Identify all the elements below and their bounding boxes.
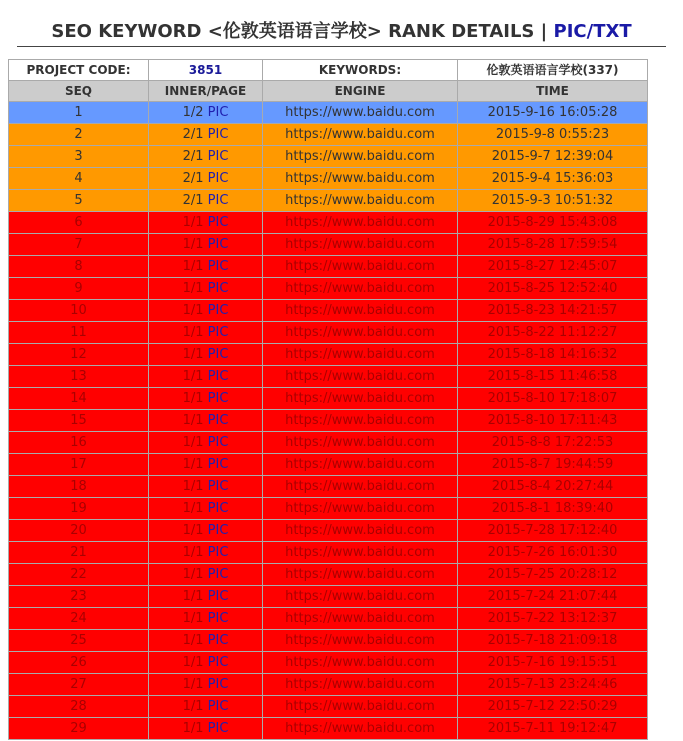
seq-cell: 22 (9, 564, 149, 586)
seq-cell: 6 (9, 212, 149, 234)
engine-cell: https://www.baidu.com (263, 300, 458, 322)
inner-page-cell (149, 630, 263, 652)
seq-cell: 20 (9, 520, 149, 542)
rank-details-table (8, 59, 648, 740)
time-cell: 2015-7-18 21:09:18 (458, 630, 648, 652)
pic-link[interactable]: PIC (207, 391, 229, 406)
inner-page-value: 1/1 (182, 457, 204, 472)
project-code-value: 3851 (149, 60, 263, 81)
table-row (9, 674, 648, 696)
engine-cell: https://www.baidu.com (263, 366, 458, 388)
pic-link[interactable]: PIC (207, 523, 229, 538)
seq-cell: 28 (9, 696, 149, 718)
inner-page-cell (149, 432, 263, 454)
time-cell: 2015-8-10 17:11:43 (458, 410, 648, 432)
seq-cell: 23 (9, 586, 149, 608)
time-cell: 2015-9-4 15:36:03 (458, 168, 648, 190)
time-cell: 2015-8-4 20:27:44 (458, 476, 648, 498)
column-header-seq: SEQ (9, 81, 149, 102)
inner-page-cell (149, 542, 263, 564)
pic-link[interactable]: PIC (207, 435, 229, 450)
seq-cell: 24 (9, 608, 149, 630)
pic-view-link[interactable]: PIC (553, 21, 587, 42)
time-cell: 2015-8-27 12:45:07 (458, 256, 648, 278)
engine-cell: https://www.baidu.com (263, 630, 458, 652)
time-cell: 2015-7-28 17:12:40 (458, 520, 648, 542)
engine-cell: https://www.baidu.com (263, 696, 458, 718)
engine-cell: https://www.baidu.com (263, 234, 458, 256)
inner-page-cell (149, 674, 263, 696)
seq-cell: 8 (9, 256, 149, 278)
table-row (9, 630, 648, 652)
time-cell: 2015-8-29 15:43:08 (458, 212, 648, 234)
inner-page-cell (149, 476, 263, 498)
table-row (9, 652, 648, 674)
inner-page-cell (149, 652, 263, 674)
inner-page-value: 1/1 (182, 215, 204, 230)
inner-page-cell (149, 454, 263, 476)
time-cell: 2015-8-23 14:21:57 (458, 300, 648, 322)
time-cell: 2015-8-25 12:52:40 (458, 278, 648, 300)
table-row (9, 366, 648, 388)
inner-page-cell (149, 344, 263, 366)
inner-page-cell (149, 696, 263, 718)
pic-link[interactable]: PIC (207, 721, 229, 736)
table-row (9, 498, 648, 520)
table-row (9, 432, 648, 454)
seq-cell: 26 (9, 652, 149, 674)
inner-page-value: 1/1 (182, 347, 204, 362)
rank-table-body (9, 102, 648, 740)
inner-page-cell (149, 410, 263, 432)
engine-cell: https://www.baidu.com (263, 256, 458, 278)
seq-cell: 15 (9, 410, 149, 432)
column-header-engine: ENGINE (263, 81, 458, 102)
table-row (9, 520, 648, 542)
inner-page-value: 2/1 (182, 149, 204, 164)
inner-page-value: 1/1 (182, 523, 204, 538)
inner-page-cell (149, 322, 263, 344)
inner-page-value: 1/1 (182, 237, 204, 252)
project-info-row (9, 60, 648, 81)
engine-cell: https://www.baidu.com (263, 102, 458, 124)
inner-page-cell (149, 102, 263, 124)
time-cell: 2015-8-8 17:22:53 (458, 432, 648, 454)
inner-page-value: 1/1 (182, 545, 204, 560)
pic-link[interactable]: PIC (207, 369, 229, 384)
inner-page-value: 1/1 (182, 633, 204, 648)
table-row (9, 410, 648, 432)
engine-cell: https://www.baidu.com (263, 498, 458, 520)
pic-link[interactable]: PIC (207, 567, 229, 582)
time-cell: 2015-7-25 20:28:12 (458, 564, 648, 586)
engine-cell: https://www.baidu.com (263, 322, 458, 344)
pic-link[interactable]: PIC (207, 633, 229, 648)
seq-cell: 12 (9, 344, 149, 366)
pic-link[interactable]: PIC (207, 501, 229, 516)
time-cell: 2015-7-22 13:12:37 (458, 608, 648, 630)
inner-page-value: 1/1 (182, 391, 204, 406)
pic-link[interactable]: PIC (207, 589, 229, 604)
table-row (9, 388, 648, 410)
engine-cell: https://www.baidu.com (263, 212, 458, 234)
pic-link[interactable]: PIC (207, 215, 229, 230)
time-cell: 2015-7-16 19:15:51 (458, 652, 648, 674)
engine-cell: https://www.baidu.com (263, 454, 458, 476)
engine-cell: https://www.baidu.com (263, 718, 458, 740)
inner-page-value: 1/1 (182, 677, 204, 692)
pic-link[interactable]: PIC (207, 479, 229, 494)
time-cell: 2015-8-10 17:18:07 (458, 388, 648, 410)
engine-cell: https://www.baidu.com (263, 432, 458, 454)
inner-page-value: 1/1 (182, 589, 204, 604)
pic-link[interactable]: PIC (207, 413, 229, 428)
inner-page-cell (149, 190, 263, 212)
seq-cell: 10 (9, 300, 149, 322)
inner-page-value: 1/1 (182, 259, 204, 274)
page-title (17, 17, 666, 47)
column-header-inner-page: INNER/PAGE (149, 81, 263, 102)
time-cell: 2015-7-26 16:01:30 (458, 542, 648, 564)
engine-cell: https://www.baidu.com (263, 168, 458, 190)
inner-page-value: 1/1 (182, 369, 204, 384)
seq-cell: 13 (9, 366, 149, 388)
pic-link[interactable]: PIC (207, 347, 229, 362)
seq-cell: 4 (9, 168, 149, 190)
inner-page-value: 1/1 (182, 479, 204, 494)
table-row (9, 190, 648, 212)
pic-link[interactable]: PIC (207, 259, 229, 274)
inner-page-value: 1/1 (182, 567, 204, 582)
view-separator: / (586, 21, 594, 42)
inner-page-value: 1/1 (182, 281, 204, 296)
pic-link[interactable]: PIC (207, 105, 229, 120)
inner-page-cell (149, 124, 263, 146)
seq-cell: 11 (9, 322, 149, 344)
inner-page-value: 1/1 (182, 303, 204, 318)
project-code-label: PROJECT CODE: (9, 60, 149, 81)
pic-link[interactable]: PIC (207, 127, 229, 142)
inner-page-cell (149, 168, 263, 190)
seq-cell: 1 (9, 102, 149, 124)
time-cell: 2015-7-13 23:24:46 (458, 674, 648, 696)
inner-page-value: 1/1 (182, 413, 204, 428)
engine-cell: https://www.baidu.com (263, 476, 458, 498)
seq-cell: 2 (9, 124, 149, 146)
pic-link[interactable]: PIC (207, 611, 229, 626)
engine-cell: https://www.baidu.com (263, 608, 458, 630)
seq-cell: 3 (9, 146, 149, 168)
pic-link[interactable]: PIC (207, 545, 229, 560)
time-cell: 2015-8-28 17:59:54 (458, 234, 648, 256)
column-header-row (9, 81, 648, 102)
inner-page-cell (149, 718, 263, 740)
table-row (9, 564, 648, 586)
pic-link[interactable]: PIC (207, 677, 229, 692)
time-cell: 2015-9-8 0:55:23 (458, 124, 648, 146)
engine-cell: https://www.baidu.com (263, 520, 458, 542)
inner-page-cell (149, 300, 263, 322)
pic-link[interactable]: PIC (207, 303, 229, 318)
seq-cell: 17 (9, 454, 149, 476)
engine-cell: https://www.baidu.com (263, 652, 458, 674)
time-cell: 2015-8-15 11:46:58 (458, 366, 648, 388)
pic-link[interactable]: PIC (207, 457, 229, 472)
table-row (9, 168, 648, 190)
keywords-value: 伦敦英语语言学校(337) (458, 60, 648, 81)
engine-cell: https://www.baidu.com (263, 344, 458, 366)
table-row (9, 344, 648, 366)
table-row (9, 124, 648, 146)
column-header-time: TIME (458, 81, 648, 102)
inner-page-cell (149, 520, 263, 542)
seq-cell: 14 (9, 388, 149, 410)
seq-cell: 16 (9, 432, 149, 454)
inner-page-value: 1/1 (182, 435, 204, 450)
table-row (9, 278, 648, 300)
inner-page-value: 2/1 (182, 127, 204, 142)
seq-cell: 27 (9, 674, 149, 696)
time-cell: 2015-9-3 10:51:32 (458, 190, 648, 212)
time-cell: 2015-7-24 21:07:44 (458, 586, 648, 608)
inner-page-cell (149, 146, 263, 168)
inner-page-cell (149, 564, 263, 586)
inner-page-cell (149, 366, 263, 388)
seq-cell: 18 (9, 476, 149, 498)
table-row (9, 542, 648, 564)
inner-page-value: 1/1 (182, 721, 204, 736)
seq-cell: 5 (9, 190, 149, 212)
time-cell: 2015-8-1 18:39:40 (458, 498, 648, 520)
seq-cell: 9 (9, 278, 149, 300)
page-title-text: SEO KEYWORD <伦敦英语语言学校> RANK DETAILS | (51, 21, 554, 42)
time-cell: 2015-9-7 12:39:04 (458, 146, 648, 168)
time-cell: 2015-9-16 16:05:28 (458, 102, 648, 124)
table-row (9, 146, 648, 168)
seq-cell: 19 (9, 498, 149, 520)
time-cell: 2015-7-11 19:12:47 (458, 718, 648, 740)
time-cell: 2015-8-7 19:44:59 (458, 454, 648, 476)
table-row (9, 608, 648, 630)
inner-page-value: 1/1 (182, 611, 204, 626)
inner-page-value: 1/1 (182, 501, 204, 516)
engine-cell: https://www.baidu.com (263, 542, 458, 564)
inner-page-value: 1/1 (182, 655, 204, 670)
table-row (9, 322, 648, 344)
table-row (9, 586, 648, 608)
inner-page-value: 2/1 (182, 193, 204, 208)
engine-cell: https://www.baidu.com (263, 674, 458, 696)
inner-page-cell (149, 586, 263, 608)
time-cell: 2015-8-18 14:16:32 (458, 344, 648, 366)
engine-cell: https://www.baidu.com (263, 410, 458, 432)
table-row (9, 300, 648, 322)
inner-page-value: 2/1 (182, 171, 204, 186)
table-row (9, 696, 648, 718)
pic-link[interactable]: PIC (207, 281, 229, 296)
inner-page-value: 1/1 (182, 699, 204, 714)
pic-link[interactable]: PIC (207, 699, 229, 714)
pic-link[interactable]: PIC (207, 171, 229, 186)
pic-link[interactable]: PIC (207, 237, 229, 252)
pic-link[interactable]: PIC (207, 149, 229, 164)
engine-cell: https://www.baidu.com (263, 124, 458, 146)
pic-link[interactable]: PIC (207, 193, 229, 208)
seq-cell: 7 (9, 234, 149, 256)
inner-page-cell (149, 608, 263, 630)
table-row (9, 256, 648, 278)
engine-cell: https://www.baidu.com (263, 564, 458, 586)
engine-cell: https://www.baidu.com (263, 190, 458, 212)
inner-page-cell (149, 278, 263, 300)
inner-page-cell (149, 234, 263, 256)
seq-cell: 29 (9, 718, 149, 740)
keywords-label: KEYWORDS: (263, 60, 458, 81)
inner-page-cell (149, 498, 263, 520)
table-row (9, 718, 648, 740)
seq-cell: 25 (9, 630, 149, 652)
txt-view-link[interactable]: TXT (593, 21, 632, 42)
inner-page-value: 1/1 (182, 325, 204, 340)
pic-link[interactable]: PIC (207, 325, 229, 340)
inner-page-cell (149, 388, 263, 410)
engine-cell: https://www.baidu.com (263, 278, 458, 300)
inner-page-value: 1/2 (182, 105, 204, 120)
table-row (9, 476, 648, 498)
seq-cell: 21 (9, 542, 149, 564)
inner-page-cell (149, 256, 263, 278)
table-row (9, 234, 648, 256)
table-row (9, 454, 648, 476)
time-cell: 2015-8-22 11:12:27 (458, 322, 648, 344)
pic-link[interactable]: PIC (207, 655, 229, 670)
engine-cell: https://www.baidu.com (263, 146, 458, 168)
engine-cell: https://www.baidu.com (263, 388, 458, 410)
inner-page-cell (149, 212, 263, 234)
engine-cell: https://www.baidu.com (263, 586, 458, 608)
table-row (9, 212, 648, 234)
table-row (9, 102, 648, 124)
time-cell: 2015-7-12 22:50:29 (458, 696, 648, 718)
